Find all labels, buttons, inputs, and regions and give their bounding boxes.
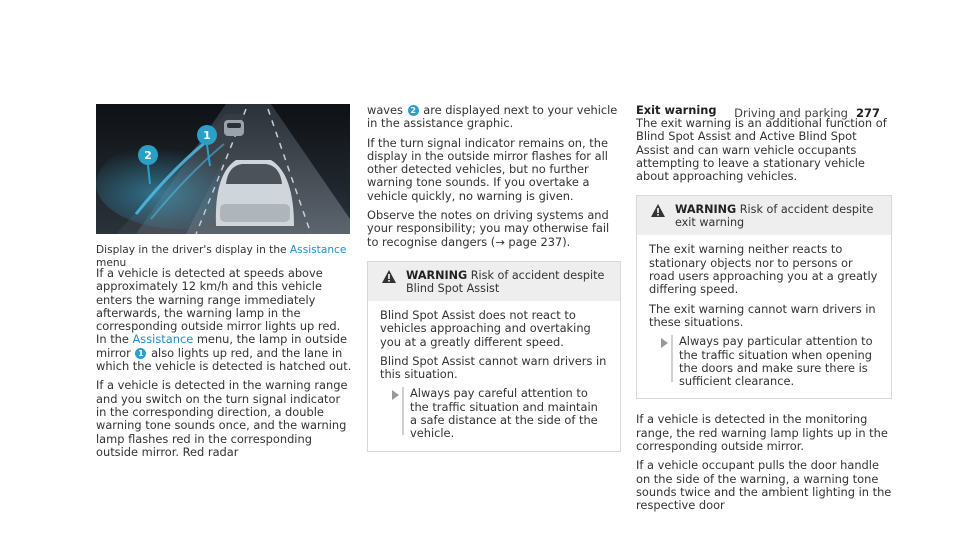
caption-text-end: menu	[96, 257, 127, 269]
assistance-link[interactable]: Assistance	[289, 244, 347, 256]
section-heading: Exit warning	[636, 103, 717, 117]
figure-marker-2: 2	[144, 149, 152, 162]
warning-label: WARNING	[675, 203, 737, 217]
warning-box-blind-spot	[367, 261, 621, 452]
section-title: Driving and parking	[734, 106, 848, 120]
paragraph: If a vehicle is detected in the warning range and you switch on the turn signal indicator in the corresponding direction, a double warning tone sounds once, and the warning lamp flashes red in the corresponding outside mirror. Red radar	[96, 378, 348, 459]
warning-text: Blind Spot Assist does not react to vehicles approaching and overtaking you at a greatly different speed.	[380, 307, 591, 349]
figure-marker-1: 1	[203, 129, 211, 142]
marker-badge-2: 2	[408, 105, 419, 116]
play-arrow-icon	[392, 390, 399, 400]
column-2	[367, 104, 621, 452]
caption-text: Display in the driver's display in the	[96, 244, 290, 256]
paragraph	[96, 267, 352, 373]
action-bar	[671, 335, 673, 382]
driver-display-figure	[96, 104, 350, 234]
warning-action	[649, 335, 879, 388]
text: If a vehicle is detected at speeds above approximately 12 km/h and this vehicle enters the warning range immediately afterwards, the warning lamp in the corresponding outside mirror lights up red. In the	[96, 266, 341, 347]
road-graphic	[96, 104, 350, 234]
warning-body	[637, 235, 891, 398]
warning-box-exit	[636, 195, 892, 399]
text: also lights up red, and the lane in which the vehicle is detected is hatched out.	[96, 345, 352, 374]
page-number: 277	[855, 106, 880, 120]
warning-text: The exit warning cannot warn drivers in these situations.	[649, 301, 876, 329]
text: menu, the lamp in outside mirror	[96, 332, 348, 360]
warning-triangle-icon	[651, 204, 665, 217]
action-text: Always pay particular attention to the traffic situation when opening the doors and make sure there is sufficient clearance.	[679, 334, 873, 389]
warning-triangle-icon	[382, 270, 396, 283]
warning-header	[637, 196, 891, 235]
paragraph: If a vehicle occupant pulls the door handle on the side of the warning, a warning tone sounds twice and the ambient lighting in the respective door	[636, 458, 892, 513]
text: waves	[367, 103, 407, 117]
paragraph: Observe the notes on driving systems and your responsibility; you may otherwise fail to recognise dangers (→ page 237).	[367, 208, 610, 249]
paragraph: If the turn signal indicator remains on, the display in the outside mirror flashes for all other detected vehicles, but no further warning tone sounds. If you overtake a vehicle quickly, no warning is given.	[367, 135, 608, 203]
warning-body	[368, 301, 620, 451]
column-3	[636, 104, 892, 519]
paragraph: The exit warning is an additional function of Blind Spot Assist and Active Blind Spot Assist and can warn vehicle occupants attempting to leave a stationary vehicle about approaching vehicles.	[636, 116, 887, 184]
action-bar	[402, 387, 404, 434]
text: are displayed next to your vehicle in the assistance graphic.	[367, 103, 618, 131]
warning-label: WARNING	[406, 268, 468, 282]
paragraph: If a vehicle is detected in the monitoring range, the red warning lamp lights up in the corresponding outside mirror.	[636, 412, 888, 454]
paragraph	[367, 104, 621, 131]
play-arrow-icon	[661, 338, 668, 348]
warning-title: Risk of accident despite exit warning	[675, 203, 874, 230]
marker-badge-1: 1	[135, 348, 146, 359]
action-text: Always pay careful attention to the traffic situation and maintain a safe distance at the side of the vehicle.	[410, 386, 598, 441]
warning-action	[380, 387, 608, 440]
warning-text: Blind Spot Assist cannot warn drivers in this situation.	[380, 353, 607, 382]
warning-text: The exit warning neither reacts to stationary objects nor to persons or road users approaching you at a greatly differing speed.	[649, 242, 878, 297]
warning-title: Risk of accident despite Blind Spot Assist	[406, 268, 605, 295]
warning-header	[368, 262, 620, 301]
column-1	[96, 267, 352, 465]
assistance-link[interactable]: Assistance	[132, 332, 194, 347]
